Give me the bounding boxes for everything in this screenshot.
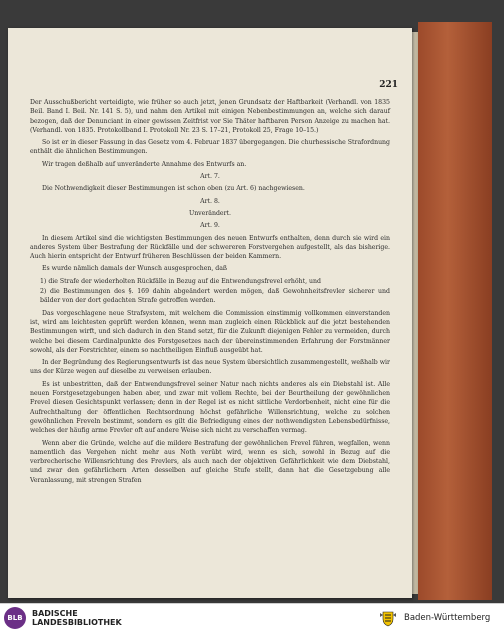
book-cover-edge (418, 22, 492, 600)
section-heading: Unverändert. (188, 209, 232, 217)
page-edge (412, 32, 418, 594)
page-number: 221 (379, 80, 398, 90)
list-item: 1) die Strafe der wiederholten Rückfälle in Bezug auf die Entwendungsfrevel erhöht, und (40, 277, 321, 285)
paragraph: Es wurde nämlich damals der Wunsch ausgesprochen, daß (42, 265, 228, 273)
paragraph: Das vorgeschlagene neue Strafsystem, mit welchem die Commission einstimmig vollkommen einverstanden ist, wird am leichtesten geprüft werden können, wenn man zugleich einen Rückblick auf die jetzt bestehenden Bestimmungen wirft, und sich dadurch in den Stand setzt, für die Zukunft diejenigen Fehler zu vermeiden, durch welche bei diesem Cardinalpunkte des Forstgesetzes nach der übereinstimmenden Erfahrung der Forstmänner sowohl, als der Forstrichter, einem so nachtheiligen Einfluß ausgeübt hat. (30, 309, 390, 354)
bw-name[interactable]: Baden-Württemberg (404, 613, 491, 623)
footer-bar (0, 603, 504, 632)
page-text (30, 98, 390, 488)
blb-name-line1: BADISCHE (32, 609, 78, 618)
paragraph: Wenn aber die Gründe, welche auf die mildere Bestrafung der gewöhnlichen Frevel führen, wegfallen, wenn namentlich das Vergehen nicht mehr aus Noth verübt wird, wenn es sich, sowohl in Bezug auf die verbrecherische Willensrichtung des Frevlers, als auch nach der objektiven Gefährlichkeit wie dem Diebstahl, und zwar den gefährlichern Arten desselben auf gleiche Stufe stellt, dann hat die Gesetzgebung alle Veranlassung, mit strengen Strafen (30, 439, 390, 484)
blb-name[interactable] (32, 609, 122, 627)
section-heading: Art. 7. (200, 173, 220, 181)
list-item: 2) die Bestimmungen des §. 169 dahin abgeändert werden mögen, daß Gewohnheitsfrevler sicherer und bälder von der dort gedachten Strafe getroffen werden. (40, 288, 390, 305)
paragraph: Es ist unbestritten, daß der Entwendungsfrevel seiner Natur nach nichts anderes als ein Diebstahl ist. Alle neuen Forstgesetzgebungen haben aber, und zwar mit vollem Rechte, bei der Beurtheilung der gewöhnlichen Frevel diesen Gesichtspunkt verlassen; denn in der Regel ist es nicht sittliche Verdorbenheit, nicht eine für die Aufrechthaltung der öffentlichen Rechtsordnung höchst gefährliche Willensrichtung, welche zu solchen gewöhnlichen Freveln bestimmt, sondern es gilt die Befriedigung eines der nothwendigsten Lebensbedürfnisse, welches der häufig arme Frevler oft auf andere Weise sich nicht zu verschaffen vermag. (30, 380, 390, 435)
section-heading: Art. 8. (200, 197, 220, 205)
paragraph: Der Ausschußbericht verteidigte, wie früher so auch jetzt, jenen Grundsatz der Haftbarkeit (Verhandl. von 1835 Beil. Band I. Beil. Nr. 141 S. 5), und nahm den Artikel mit einigen Nebenbestimmungen an, welche sich darauf bezogen, daß der Denunciant in einer gewissen Zeitfrist vor Sie Thäter haftbaren Person Anzeige zu machen hat. (Verhandl. von 1835. Protokollband I. Protokoll Nr. 23 S. 17–21, Protokoll 25, Frage 10–15.) (30, 99, 390, 134)
book-page (8, 28, 412, 598)
paragraph: Die Nothwendigkeit dieser Bestimmungen ist schon oben (zu Art. 6) nachgewiesen. (42, 185, 305, 193)
bw-coat-of-arms-icon[interactable] (378, 608, 398, 628)
paragraph: In der Begründung des Regierungsentwurfs ist das neue System übersichtlich zusammengestellt, weßhalb wir uns der Kürze wegen auf dieselbe zu verweisen erlauben. (30, 359, 390, 376)
paragraph: Wir tragen deßhalb auf unveränderte Annahme des Entwurfs an. (42, 160, 247, 168)
numbered-list (40, 277, 390, 306)
paragraph: So ist er in dieser Fassung in das Gesetz vom 4. Februar 1837 übergegangen. Die churhessische Strafordnung enthält die ähnlichen Bestimmungen. (30, 139, 390, 156)
blb-logo-icon[interactable]: BLB (4, 607, 26, 629)
paragraph: In diesem Artikel sind die wichtigsten Bestimmungen des neuen Entwurfs enthalten, denn durch sie wird ein anderes System über Bestrafung der Rückfälle und der schwereren Forstvergehen aufgestellt, als das bisherige. Auch hierin entspricht der Entwurf früheren Beschlüssen der beiden Kammern. (30, 234, 390, 261)
blb-name-line2: LANDESBIBLIOTHEK (32, 618, 122, 627)
section-heading: Art. 9. (200, 222, 220, 230)
